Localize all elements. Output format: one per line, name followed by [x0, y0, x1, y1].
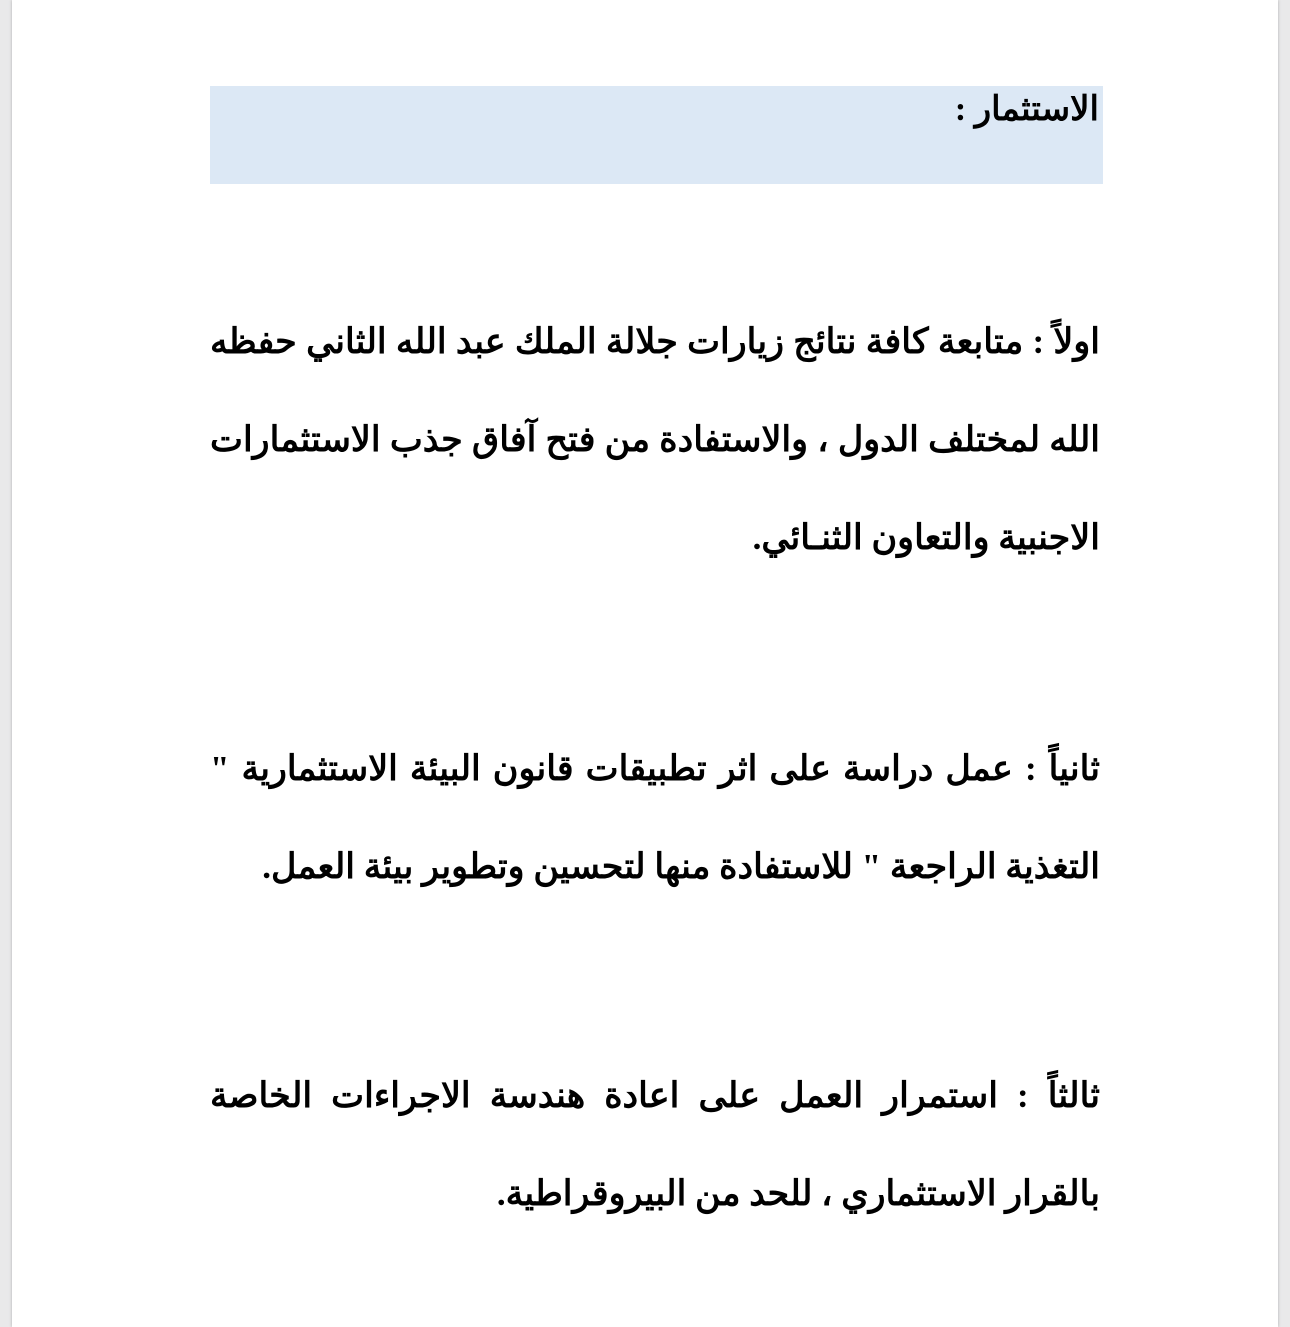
paragraph-third: ثالثاً : استمرار العمل على اعادة هندسة الاجراءات الخاصة بالقرار الاستثماري ، للحد من البيروقراطية. — [210, 1076, 1100, 1213]
section-heading: الاستثمار : — [954, 91, 1099, 128]
document-page — [12, 0, 1278, 1327]
paragraph-second: ثانياً : عمل دراسة على اثر تطبيقات قانون البيئة الاستثمارية " التغذية الراجعة " للاستفادة منها لتحسين وتطوير بيئة العمل. — [210, 749, 1100, 886]
paragraph-first: اولاً : متابعة كافة نتائج زيارات جلالة الملك عبد الله الثاني حفظه الله لمختلف الدول ، والاستفادة من فتح آفاق جذب الاستثمارات الاجنبية والتعاون الثنـائي. — [210, 322, 1100, 557]
document-content — [210, 0, 1103, 1327]
